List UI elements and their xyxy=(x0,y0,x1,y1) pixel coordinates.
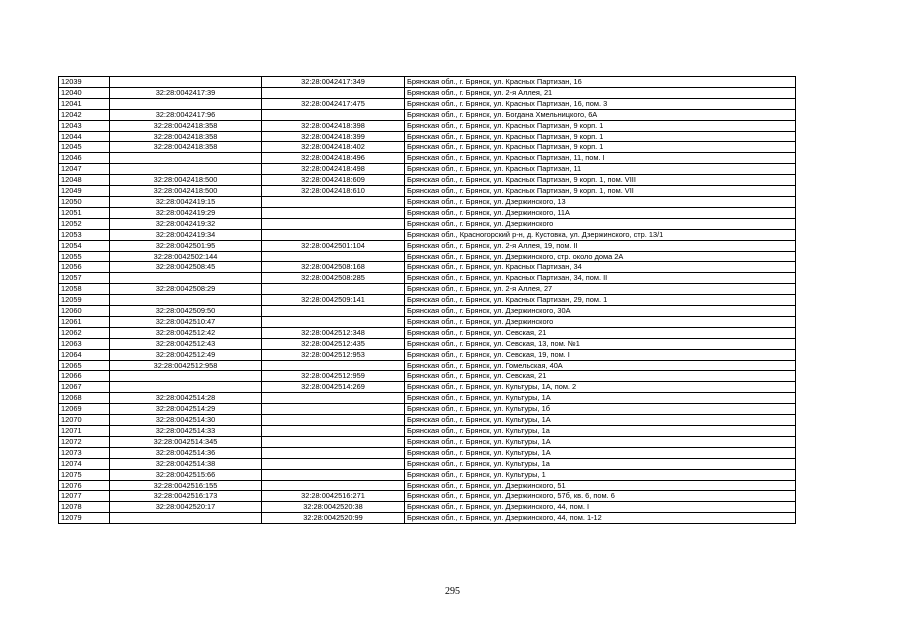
row-number-cell: 12058 xyxy=(59,284,110,295)
object-cadastral-number-cell xyxy=(262,284,405,295)
land-cadastral-number-cell: 32:28:0042509:50 xyxy=(110,306,262,317)
object-cadastral-number-cell: 32:28:0042520:99 xyxy=(262,513,405,524)
object-cadastral-number-cell xyxy=(262,87,405,98)
land-cadastral-number-cell: 32:28:0042520:17 xyxy=(110,502,262,513)
table-row xyxy=(59,426,796,437)
table-row xyxy=(59,153,796,164)
land-cadastral-number-cell: 32:28:0042418:358 xyxy=(110,142,262,153)
table-row xyxy=(59,284,796,295)
table-row xyxy=(59,295,796,306)
object-cadastral-number-cell: 32:28:0042512:959 xyxy=(262,371,405,382)
row-number-cell: 12079 xyxy=(59,513,110,524)
table-row xyxy=(59,229,796,240)
object-cadastral-number-cell xyxy=(262,251,405,262)
table-row xyxy=(59,251,796,262)
address-cell: Брянская обл., Красногорский р-н, д. Кустовка, ул. Дзержинского, стр. 13/1 xyxy=(405,229,796,240)
table-row xyxy=(59,164,796,175)
object-cadastral-number-cell xyxy=(262,109,405,120)
row-number-cell: 12051 xyxy=(59,207,110,218)
address-cell: Брянская обл., г. Брянск, ул. Дзержинского, 11А xyxy=(405,207,796,218)
object-cadastral-number-cell xyxy=(262,447,405,458)
row-number-cell: 12074 xyxy=(59,458,110,469)
row-number-cell: 12064 xyxy=(59,349,110,360)
address-cell: Брянская обл., г. Брянск, ул. Красных Партизан, 9 корп. 1, пом. VII xyxy=(405,186,796,197)
table-row xyxy=(59,306,796,317)
object-cadastral-number-cell: 32:28:0042418:496 xyxy=(262,153,405,164)
table-row xyxy=(59,262,796,273)
row-number-cell: 12049 xyxy=(59,186,110,197)
land-cadastral-number-cell xyxy=(110,382,262,393)
row-number-cell: 12073 xyxy=(59,447,110,458)
object-cadastral-number-cell xyxy=(262,404,405,415)
address-cell: Брянская обл., г. Брянск, ул. Красных Партизан, 9 корп. 1, пом. VIII xyxy=(405,175,796,186)
row-number-cell: 12050 xyxy=(59,196,110,207)
address-cell: Брянская обл., г. Брянск, ул. Дзержинского, 44, пом. I xyxy=(405,502,796,513)
land-cadastral-number-cell xyxy=(110,77,262,88)
land-cadastral-number-cell xyxy=(110,273,262,284)
table-row xyxy=(59,436,796,447)
object-cadastral-number-cell: 32:28:0042508:168 xyxy=(262,262,405,273)
row-number-cell: 12072 xyxy=(59,436,110,447)
land-cadastral-number-cell: 32:28:0042418:358 xyxy=(110,120,262,131)
row-number-cell: 12067 xyxy=(59,382,110,393)
row-number-cell: 12053 xyxy=(59,229,110,240)
table-row xyxy=(59,371,796,382)
row-number-cell: 12063 xyxy=(59,338,110,349)
land-cadastral-number-cell: 32:28:0042508:45 xyxy=(110,262,262,273)
address-cell: Брянская обл., г. Брянск, ул. Культуры, 1а xyxy=(405,426,796,437)
registry-table xyxy=(58,76,796,524)
address-cell: Брянская обл., г. Брянск, ул. Дзержинского xyxy=(405,218,796,229)
address-cell: Брянская обл., г. Брянск, ул. Дзержинского, 57б, кв. 6, пом. 6 xyxy=(405,491,796,502)
object-cadastral-number-cell xyxy=(262,458,405,469)
table-row xyxy=(59,404,796,415)
table-row xyxy=(59,218,796,229)
object-cadastral-number-cell xyxy=(262,207,405,218)
land-cadastral-number-cell: 32:28:0042514:38 xyxy=(110,458,262,469)
object-cadastral-number-cell: 32:28:0042512:953 xyxy=(262,349,405,360)
registry-table-body xyxy=(59,77,796,524)
table-row xyxy=(59,480,796,491)
address-cell: Брянская обл., г. Брянск, ул. Культуры, 1А xyxy=(405,415,796,426)
row-number-cell: 12045 xyxy=(59,142,110,153)
object-cadastral-number-cell: 32:28:0042418:609 xyxy=(262,175,405,186)
land-cadastral-number-cell xyxy=(110,513,262,524)
row-number-cell: 12056 xyxy=(59,262,110,273)
table-row xyxy=(59,142,796,153)
object-cadastral-number-cell: 32:28:0042418:402 xyxy=(262,142,405,153)
table-row xyxy=(59,415,796,426)
land-cadastral-number-cell xyxy=(110,164,262,175)
land-cadastral-number-cell: 32:28:0042418:500 xyxy=(110,175,262,186)
address-cell: Брянская обл., г. Брянск, ул. Культуры, 1б xyxy=(405,404,796,415)
row-number-cell: 12047 xyxy=(59,164,110,175)
object-cadastral-number-cell xyxy=(262,360,405,371)
row-number-cell: 12068 xyxy=(59,393,110,404)
land-cadastral-number-cell: 32:28:0042417:96 xyxy=(110,109,262,120)
table-row xyxy=(59,207,796,218)
land-cadastral-number-cell: 32:28:0042419:34 xyxy=(110,229,262,240)
table-row xyxy=(59,240,796,251)
table-row xyxy=(59,98,796,109)
table-row xyxy=(59,327,796,338)
land-cadastral-number-cell: 32:28:0042514:30 xyxy=(110,415,262,426)
land-cadastral-number-cell: 32:28:0042514:36 xyxy=(110,447,262,458)
address-cell: Брянская обл., г. Брянск, ул. Дзержинского, стр. около дома 2А xyxy=(405,251,796,262)
object-cadastral-number-cell xyxy=(262,316,405,327)
table-row xyxy=(59,196,796,207)
land-cadastral-number-cell: 32:28:0042512:43 xyxy=(110,338,262,349)
object-cadastral-number-cell: 32:28:0042514:269 xyxy=(262,382,405,393)
row-number-cell: 12044 xyxy=(59,131,110,142)
object-cadastral-number-cell: 32:28:0042509:141 xyxy=(262,295,405,306)
table-row xyxy=(59,77,796,88)
row-number-cell: 12052 xyxy=(59,218,110,229)
row-number-cell: 12055 xyxy=(59,251,110,262)
land-cadastral-number-cell: 32:28:0042418:358 xyxy=(110,131,262,142)
address-cell: Брянская обл., г. Брянск, ул. Красных Партизан, 16 xyxy=(405,77,796,88)
row-number-cell: 12065 xyxy=(59,360,110,371)
address-cell: Брянская обл., г. Брянск, ул. 2-я Аллея, 19, пом. II xyxy=(405,240,796,251)
table-row xyxy=(59,87,796,98)
row-number-cell: 12060 xyxy=(59,306,110,317)
address-cell: Брянская обл., г. Брянск, ул. Красных Партизан, 29, пом. 1 xyxy=(405,295,796,306)
object-cadastral-number-cell xyxy=(262,229,405,240)
address-cell: Брянская обл., г. Брянск, ул. Культуры, 1А, пом. 2 xyxy=(405,382,796,393)
address-cell: Брянская обл., г. Брянск, ул. Дзержинского, 30А xyxy=(405,306,796,317)
land-cadastral-number-cell: 32:28:0042508:29 xyxy=(110,284,262,295)
address-cell: Брянская обл., г. Брянск, ул. Севская, 21 xyxy=(405,327,796,338)
land-cadastral-number-cell: 32:28:0042419:32 xyxy=(110,218,262,229)
table-row xyxy=(59,469,796,480)
address-cell: Брянская обл., г. Брянск, ул. Культуры, 1А xyxy=(405,436,796,447)
address-cell: Брянская обл., г. Брянск, ул. Севская, 21 xyxy=(405,371,796,382)
address-cell: Брянская обл., г. Брянск, ул. Севская, 19, пом. I xyxy=(405,349,796,360)
address-cell: Брянская обл., г. Брянск, ул. Дзержинского, 13 xyxy=(405,196,796,207)
row-number-cell: 12075 xyxy=(59,469,110,480)
table-row xyxy=(59,349,796,360)
land-cadastral-number-cell: 32:28:0042512:958 xyxy=(110,360,262,371)
table-row xyxy=(59,338,796,349)
address-cell: Брянская обл., г. Брянск, ул. Красных Партизан, 16, пом. 3 xyxy=(405,98,796,109)
table-row xyxy=(59,186,796,197)
land-cadastral-number-cell: 32:28:0042516:155 xyxy=(110,480,262,491)
row-number-cell: 12078 xyxy=(59,502,110,513)
object-cadastral-number-cell xyxy=(262,415,405,426)
table-row xyxy=(59,382,796,393)
address-cell: Брянская обл., г. Брянск, ул. Культуры, 1 xyxy=(405,469,796,480)
page-number: 295 xyxy=(445,586,460,597)
land-cadastral-number-cell: 32:28:0042514:33 xyxy=(110,426,262,437)
address-cell: Брянская обл., г. Брянск, ул. 2-я Аллея, 21 xyxy=(405,87,796,98)
row-number-cell: 12071 xyxy=(59,426,110,437)
address-cell: Брянская обл., г. Брянск, ул. Гомельская, 40А xyxy=(405,360,796,371)
object-cadastral-number-cell: 32:28:0042418:398 xyxy=(262,120,405,131)
object-cadastral-number-cell xyxy=(262,480,405,491)
object-cadastral-number-cell xyxy=(262,306,405,317)
land-cadastral-number-cell: 32:28:0042514:28 xyxy=(110,393,262,404)
row-number-cell: 12041 xyxy=(59,98,110,109)
object-cadastral-number-cell: 32:28:0042508:285 xyxy=(262,273,405,284)
address-cell: Брянская обл., г. Брянск, ул. 2-я Аллея, 27 xyxy=(405,284,796,295)
object-cadastral-number-cell: 32:28:0042417:349 xyxy=(262,77,405,88)
row-number-cell: 12057 xyxy=(59,273,110,284)
object-cadastral-number-cell: 32:28:0042501:104 xyxy=(262,240,405,251)
table-row xyxy=(59,273,796,284)
table-row xyxy=(59,491,796,502)
table-row xyxy=(59,447,796,458)
object-cadastral-number-cell: 32:28:0042418:610 xyxy=(262,186,405,197)
land-cadastral-number-cell: 32:28:0042514:345 xyxy=(110,436,262,447)
land-cadastral-number-cell: 32:28:0042516:173 xyxy=(110,491,262,502)
table-row xyxy=(59,502,796,513)
address-cell: Брянская обл., г. Брянск, ул. Дзержинского, 51 xyxy=(405,480,796,491)
address-cell: Брянская обл., г. Брянск, ул. Севская, 13, пом. №1 xyxy=(405,338,796,349)
row-number-cell: 12077 xyxy=(59,491,110,502)
address-cell: Брянская обл., г. Брянск, ул. Дзержинского xyxy=(405,316,796,327)
object-cadastral-number-cell: 32:28:0042418:399 xyxy=(262,131,405,142)
row-number-cell: 12040 xyxy=(59,87,110,98)
object-cadastral-number-cell xyxy=(262,426,405,437)
land-cadastral-number-cell: 32:28:0042514:29 xyxy=(110,404,262,415)
land-cadastral-number-cell: 32:28:0042419:15 xyxy=(110,196,262,207)
row-number-cell: 12046 xyxy=(59,153,110,164)
row-number-cell: 12048 xyxy=(59,175,110,186)
row-number-cell: 12062 xyxy=(59,327,110,338)
address-cell: Брянская обл., г. Брянск, ул. Красных Партизан, 11, пом. I xyxy=(405,153,796,164)
table-row xyxy=(59,513,796,524)
table-row xyxy=(59,316,796,327)
address-cell: Брянская обл., г. Брянск, ул. Дзержинского, 44, пом. 1-12 xyxy=(405,513,796,524)
land-cadastral-number-cell: 32:28:0042501:95 xyxy=(110,240,262,251)
land-cadastral-number-cell xyxy=(110,153,262,164)
address-cell: Брянская обл., г. Брянск, ул. Культуры, 1А xyxy=(405,393,796,404)
row-number-cell: 12059 xyxy=(59,295,110,306)
address-cell: Брянская обл., г. Брянск, ул. Культуры, 1а xyxy=(405,458,796,469)
table-row xyxy=(59,109,796,120)
object-cadastral-number-cell: 32:28:0042417:475 xyxy=(262,98,405,109)
land-cadastral-number-cell: 32:28:0042515:66 xyxy=(110,469,262,480)
object-cadastral-number-cell: 32:28:0042418:498 xyxy=(262,164,405,175)
land-cadastral-number-cell: 32:28:0042417:39 xyxy=(110,87,262,98)
land-cadastral-number-cell: 32:28:0042418:500 xyxy=(110,186,262,197)
row-number-cell: 12069 xyxy=(59,404,110,415)
land-cadastral-number-cell xyxy=(110,98,262,109)
table-row xyxy=(59,393,796,404)
land-cadastral-number-cell xyxy=(110,295,262,306)
address-cell: Брянская обл., г. Брянск, ул. Красных Партизан, 11 xyxy=(405,164,796,175)
land-cadastral-number-cell xyxy=(110,371,262,382)
object-cadastral-number-cell xyxy=(262,436,405,447)
object-cadastral-number-cell: 32:28:0042520:38 xyxy=(262,502,405,513)
object-cadastral-number-cell xyxy=(262,469,405,480)
row-number-cell: 12066 xyxy=(59,371,110,382)
row-number-cell: 12061 xyxy=(59,316,110,327)
object-cadastral-number-cell xyxy=(262,218,405,229)
table-row xyxy=(59,120,796,131)
address-cell: Брянская обл., г. Брянск, ул. Красных Партизан, 34 xyxy=(405,262,796,273)
land-cadastral-number-cell: 32:28:0042502:144 xyxy=(110,251,262,262)
row-number-cell: 12042 xyxy=(59,109,110,120)
row-number-cell: 12054 xyxy=(59,240,110,251)
object-cadastral-number-cell xyxy=(262,196,405,207)
table-row xyxy=(59,175,796,186)
table-row xyxy=(59,131,796,142)
row-number-cell: 12070 xyxy=(59,415,110,426)
address-cell: Брянская обл., г. Брянск, ул. Культуры, 1А xyxy=(405,447,796,458)
address-cell: Брянская обл., г. Брянск, ул. Красных Партизан, 9 корп. 1 xyxy=(405,120,796,131)
table-row xyxy=(59,458,796,469)
row-number-cell: 12043 xyxy=(59,120,110,131)
address-cell: Брянская обл., г. Брянск, ул. Красных Партизан, 9 корп. 1 xyxy=(405,142,796,153)
object-cadastral-number-cell xyxy=(262,393,405,404)
object-cadastral-number-cell: 32:28:0042512:435 xyxy=(262,338,405,349)
row-number-cell: 12076 xyxy=(59,480,110,491)
row-number-cell: 12039 xyxy=(59,77,110,88)
address-cell: Брянская обл., г. Брянск, ул. Красных Партизан, 34, пом. II xyxy=(405,273,796,284)
land-cadastral-number-cell: 32:28:0042512:49 xyxy=(110,349,262,360)
address-cell: Брянская обл., г. Брянск, ул. Богдана Хмельницкого, 6А xyxy=(405,109,796,120)
address-cell: Брянская обл., г. Брянск, ул. Красных Партизан, 9 корп. 1 xyxy=(405,131,796,142)
object-cadastral-number-cell: 32:28:0042512:348 xyxy=(262,327,405,338)
land-cadastral-number-cell: 32:28:0042512:42 xyxy=(110,327,262,338)
object-cadastral-number-cell: 32:28:0042516:271 xyxy=(262,491,405,502)
land-cadastral-number-cell: 32:28:0042419:29 xyxy=(110,207,262,218)
table-row xyxy=(59,360,796,371)
land-cadastral-number-cell: 32:28:0042510:47 xyxy=(110,316,262,327)
